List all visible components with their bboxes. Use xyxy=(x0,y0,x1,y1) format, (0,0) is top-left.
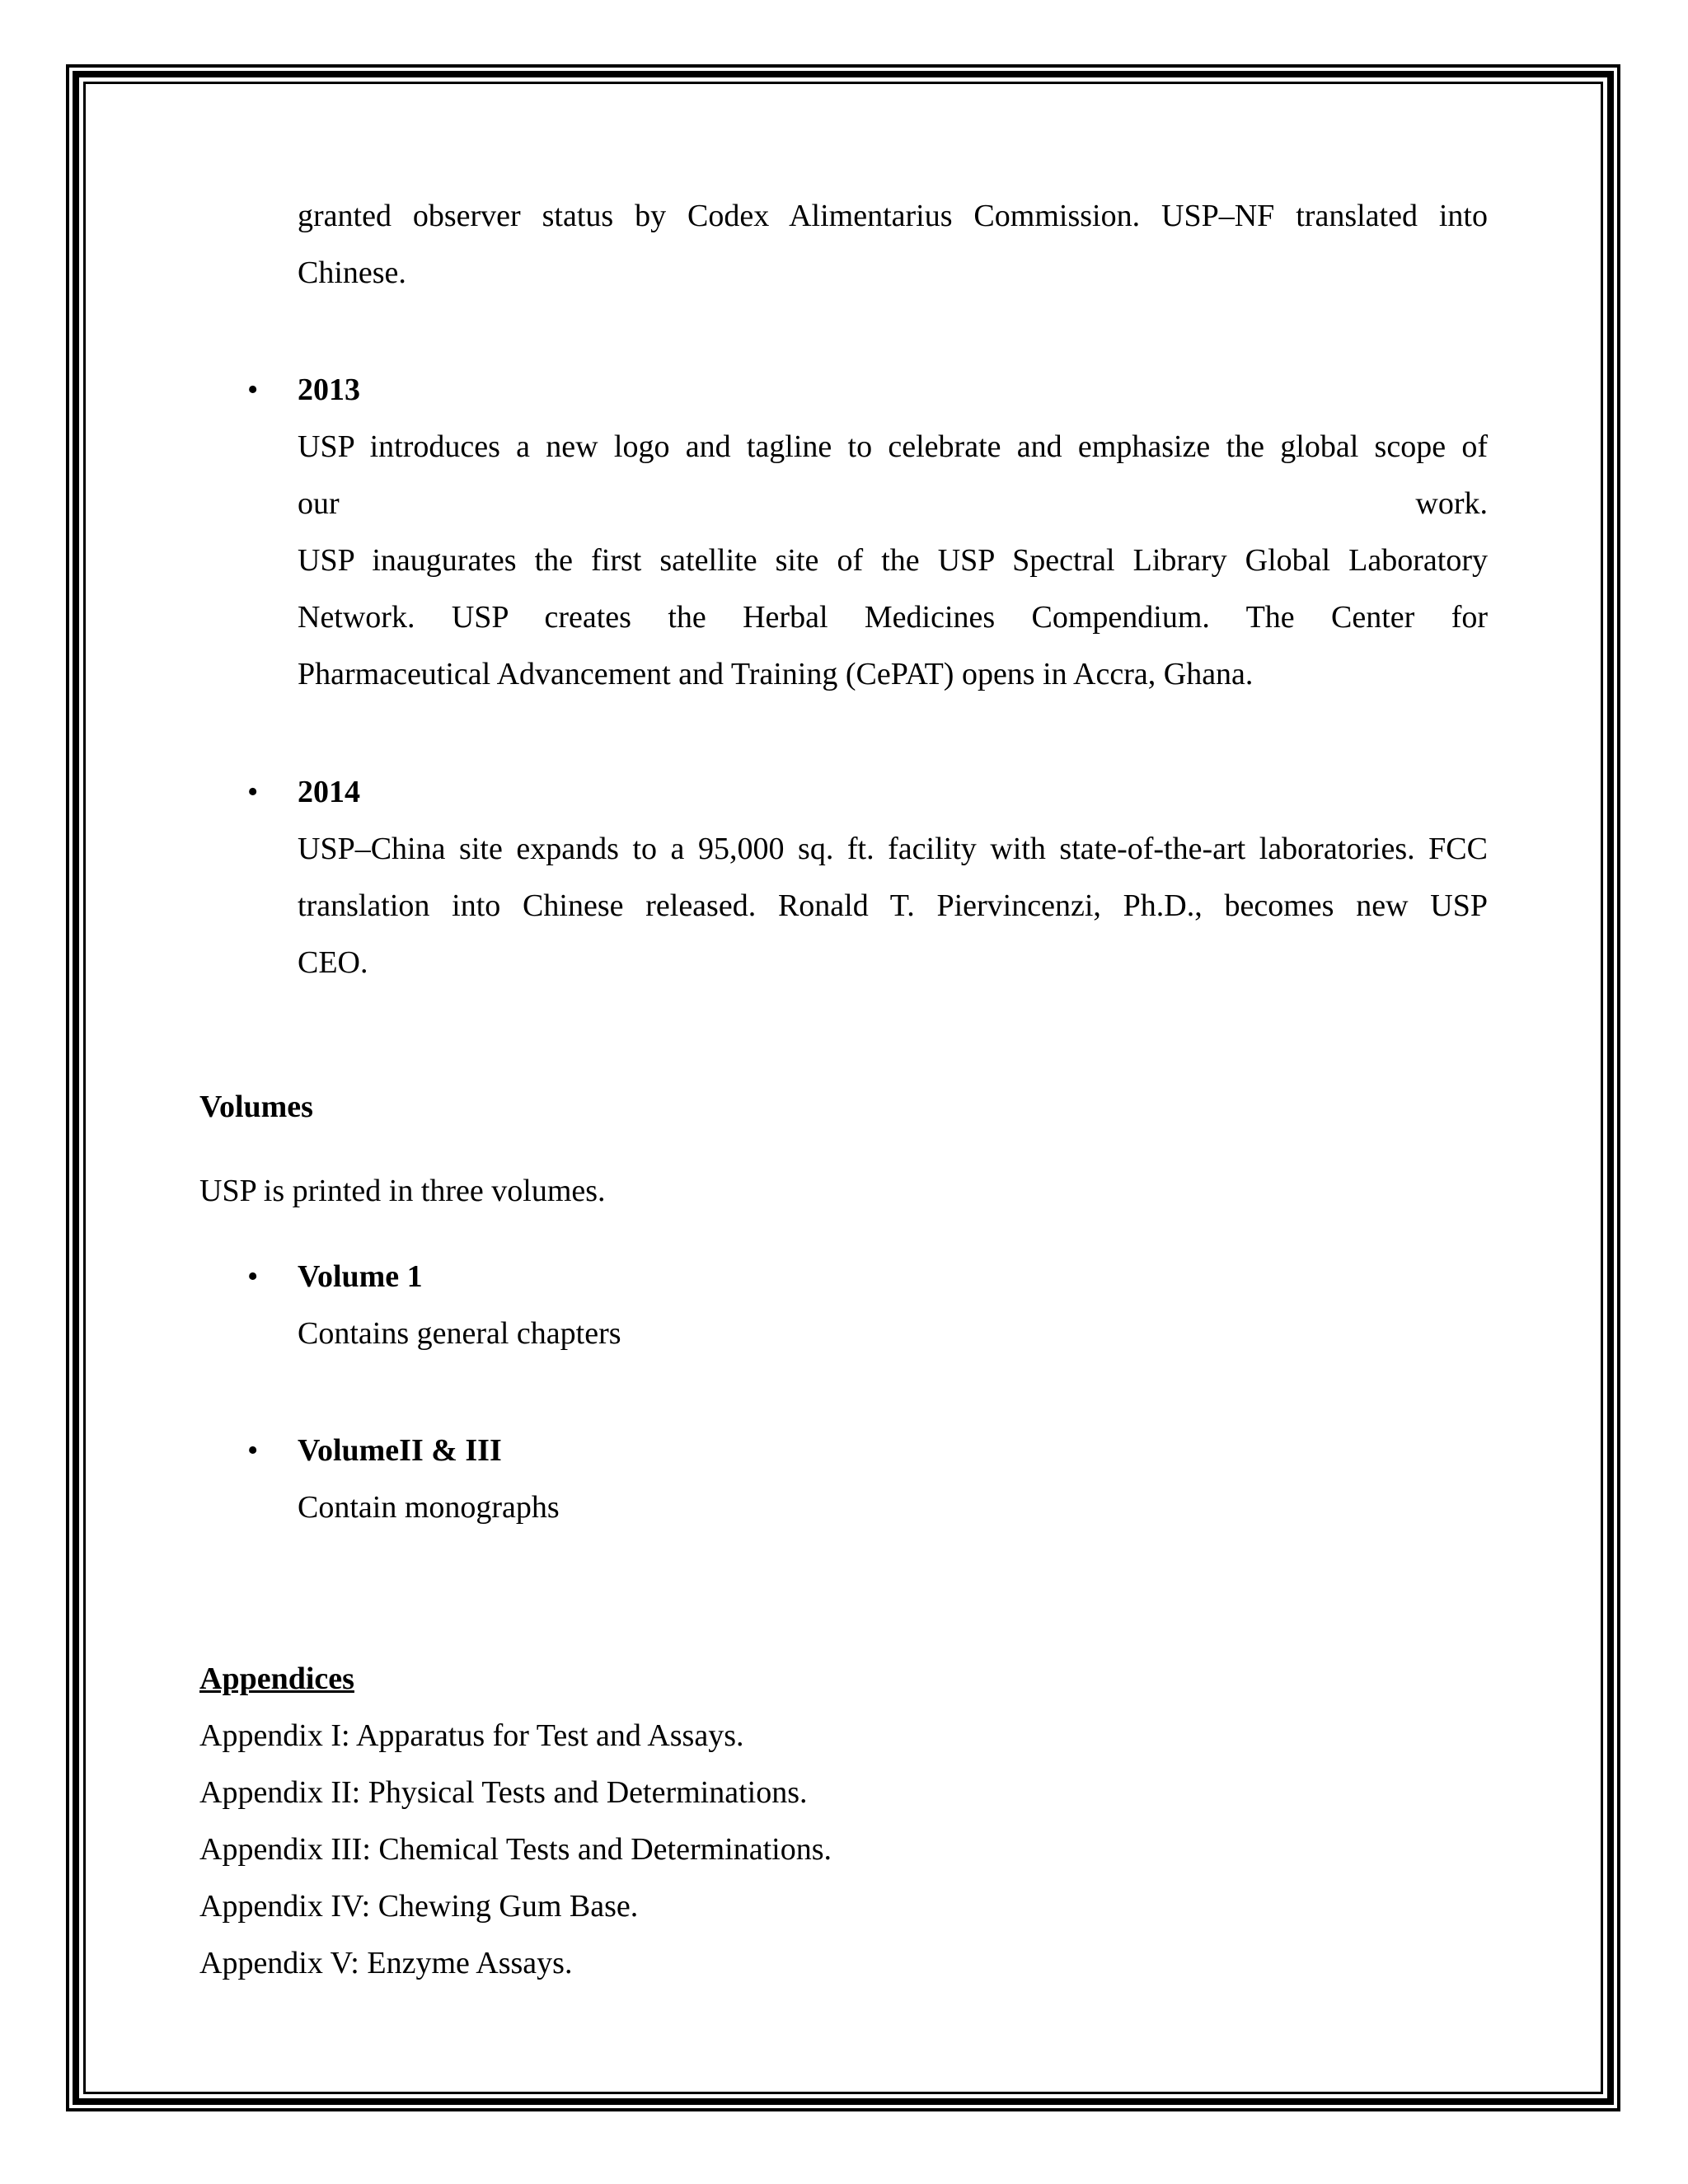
appendix-item: Appendix II: Physical Tests and Determinations. xyxy=(199,1775,808,1810)
appendix-item: Appendix IV: Chewing Gum Base. xyxy=(199,1889,639,1924)
year-2013: 2013 xyxy=(298,373,360,407)
entry-2013-line-5: Pharmaceutical Advancement and Training (CePAT) opens in Accra, Ghana. xyxy=(298,657,1254,691)
bullet-2014: • xyxy=(247,775,259,809)
volumes-heading: Volumes xyxy=(199,1090,313,1124)
year-2014: 2014 xyxy=(298,775,360,809)
timeline-entry-2014 xyxy=(298,764,1488,991)
entry-2013-line-2-left: our xyxy=(298,486,340,521)
timeline-entry-2013 xyxy=(298,362,1488,703)
entry-2014-line-3: CEO. xyxy=(298,945,368,980)
entry-2013-line-2 xyxy=(298,476,1488,532)
bullet-volume-2: • xyxy=(247,1433,259,1468)
entry-2014-line-1: USP–China site expands to a 95,000 sq. ft. facility with state-of-the-art laboratories. FCC xyxy=(298,832,1488,866)
volume-1-desc: Contains general chapters xyxy=(298,1316,621,1351)
entry-2013-line-3: USP inaugurates the first satellite site of the USP Spectral Library Global Laboratory xyxy=(298,543,1488,578)
volumes-intro: USP is printed in three volumes. xyxy=(199,1174,606,1208)
intro-line-2: Chinese. xyxy=(298,255,406,290)
intro-paragraph xyxy=(298,188,1488,302)
entry-2013-line-2-right: work. xyxy=(1415,486,1488,521)
appendix-item: Appendix I: Apparatus for Test and Assays. xyxy=(199,1718,744,1753)
intro-line-1: granted observer status by Codex Alimentarius Commission. USP–NF translated into xyxy=(298,199,1488,233)
bullet-volume-1: • xyxy=(247,1259,259,1294)
volume-item-1 xyxy=(298,1249,1488,1362)
entry-2013-line-4: Network. USP creates the Herbal Medicines Compendium. The Center for xyxy=(298,600,1488,635)
volume-2-desc: Contain monographs xyxy=(298,1490,560,1525)
appendices-heading: Appendices xyxy=(199,1661,354,1696)
volume-1-title: Volume 1 xyxy=(298,1259,423,1294)
appendix-item: Appendix V: Enzyme Assays. xyxy=(199,1946,573,1980)
appendix-item: Appendix III: Chemical Tests and Determinations. xyxy=(199,1832,832,1867)
entry-2013-line-1: USP introduces a new logo and tagline to celebrate and emphasize the global scope of xyxy=(298,429,1488,464)
volume-item-2 xyxy=(298,1422,1488,1536)
volume-2-title: VolumeII & III xyxy=(298,1433,502,1468)
entry-2014-line-2: translation into Chinese released. Ronald T. Piervincenzi, Ph.D., becomes new USP xyxy=(298,888,1488,923)
bullet-2013: • xyxy=(247,373,259,407)
